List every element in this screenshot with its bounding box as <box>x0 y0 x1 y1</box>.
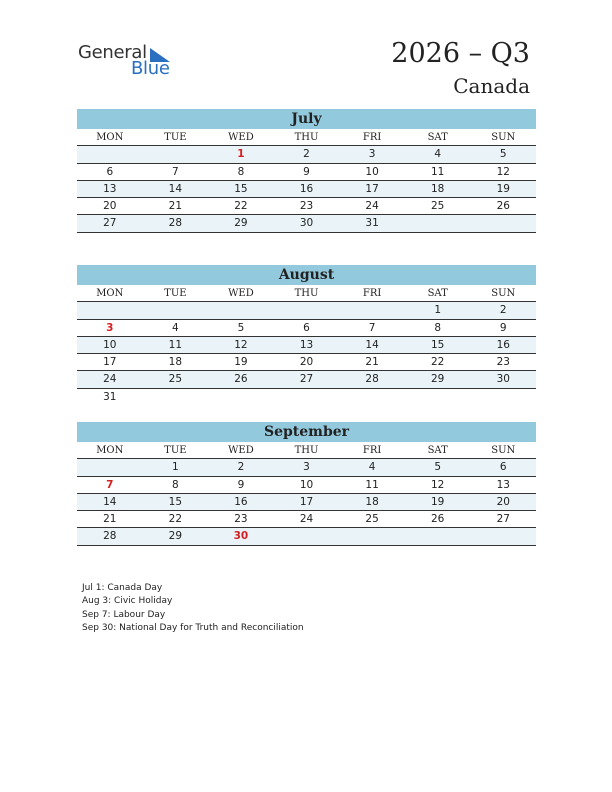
day-cell: 18 <box>168 356 183 369</box>
empty-day-cell <box>405 215 471 231</box>
holiday-note: Aug 3: Civic Holiday <box>82 596 173 607</box>
day-cell: 25 <box>430 200 445 213</box>
weekday-label: WED <box>228 132 254 143</box>
empty-day-cell <box>405 389 471 406</box>
day-cell: 20 <box>103 200 117 213</box>
day-cell: 19 <box>430 495 445 508</box>
day-cell: 15 <box>430 338 445 351</box>
holiday-notes <box>82 582 304 636</box>
day-cell: 30 <box>233 530 249 543</box>
day-cell: 11 <box>168 338 183 351</box>
month-calendar <box>77 265 536 406</box>
empty-day-cell <box>274 302 340 318</box>
day-cell: 19 <box>496 182 510 195</box>
week-row <box>77 528 536 545</box>
week-row <box>77 371 536 388</box>
empty-day-cell <box>339 302 405 318</box>
day-cell: 23 <box>496 356 510 369</box>
day-cell: 10 <box>365 165 379 178</box>
day-cell: 8 <box>237 165 245 178</box>
week-row <box>77 181 536 198</box>
weekday-label: SAT <box>427 132 448 143</box>
day-cell: 4 <box>172 321 179 334</box>
month-name: July <box>77 109 536 129</box>
week-row <box>77 477 536 494</box>
day-cell: 14 <box>365 338 379 351</box>
day-cell: 30 <box>496 373 510 386</box>
week-row <box>77 198 536 215</box>
weekday-label: THU <box>294 288 319 299</box>
empty-day-cell <box>470 528 536 544</box>
week-row <box>77 389 536 406</box>
weekday-header-row <box>77 285 536 302</box>
week-row <box>77 511 536 528</box>
weekday-label: TUE <box>164 288 187 299</box>
day-cell: 29 <box>430 373 445 386</box>
empty-day-cell <box>470 215 536 231</box>
empty-day-cell <box>274 389 340 406</box>
logo-word-blue: Blue <box>131 58 170 79</box>
day-cell: 9 <box>303 165 310 178</box>
day-cell: 7 <box>368 321 376 334</box>
weekday-label: WED <box>228 445 254 456</box>
empty-day-cell <box>405 528 471 544</box>
day-cell: 11 <box>365 478 379 491</box>
day-cell: 19 <box>234 356 248 369</box>
month-name: September <box>77 422 536 442</box>
day-cell: 13 <box>496 478 510 491</box>
day-cell: 23 <box>299 200 314 213</box>
day-cell: 2 <box>303 148 310 161</box>
month-calendar <box>77 422 536 546</box>
day-cell: 24 <box>365 200 379 213</box>
day-cell: 22 <box>168 513 183 526</box>
holiday-note: Sep 30: National Day for Truth and Reconciliation <box>82 623 304 634</box>
day-cell: 16 <box>234 495 248 508</box>
empty-day-cell <box>77 459 143 475</box>
weekday-label: TUE <box>164 132 187 143</box>
day-cell: 21 <box>103 513 117 526</box>
weekday-label: FRI <box>362 445 382 456</box>
week-row <box>77 494 536 511</box>
day-cell: 1 <box>237 148 245 161</box>
month-name: August <box>77 265 536 285</box>
day-cell: 3 <box>106 321 114 334</box>
day-cell: 7 <box>106 478 114 491</box>
weekday-label: THU <box>294 445 319 456</box>
day-cell: 26 <box>430 513 445 526</box>
country-name: Canada <box>453 74 530 98</box>
week-row <box>77 215 536 232</box>
weekday-label: TUE <box>164 445 187 456</box>
day-cell: 15 <box>168 495 183 508</box>
day-cell: 8 <box>172 478 179 491</box>
day-cell: 22 <box>430 356 445 369</box>
weekday-label: SAT <box>427 445 448 456</box>
day-cell: 17 <box>365 182 379 195</box>
week-row <box>77 302 536 319</box>
day-cell: 17 <box>103 356 117 369</box>
month-calendar <box>77 109 536 233</box>
weekday-label: MON <box>96 445 124 456</box>
day-cell: 30 <box>299 217 314 230</box>
empty-day-cell <box>339 528 405 544</box>
weekday-label: SAT <box>427 288 448 299</box>
day-cell: 22 <box>234 200 248 213</box>
empty-day-cell <box>143 146 209 162</box>
day-cell: 6 <box>106 165 114 178</box>
day-cell: 28 <box>365 373 379 386</box>
day-cell: 31 <box>365 217 379 230</box>
empty-day-cell <box>208 389 274 406</box>
weekday-label: SUN <box>491 132 516 143</box>
day-cell: 6 <box>499 461 507 474</box>
day-cell: 28 <box>168 217 183 230</box>
weekday-label: FRI <box>362 132 382 143</box>
weekday-label: THU <box>294 132 319 143</box>
day-cell: 16 <box>496 338 510 351</box>
generalblue-logo <box>78 42 188 82</box>
week-row <box>77 320 536 337</box>
day-cell: 11 <box>430 165 445 178</box>
empty-day-cell <box>77 302 143 318</box>
day-cell: 2 <box>237 461 245 474</box>
day-cell: 21 <box>168 200 183 213</box>
day-cell: 5 <box>499 148 507 161</box>
day-cell: 18 <box>365 495 379 508</box>
day-cell: 15 <box>234 182 248 195</box>
day-cell: 27 <box>496 513 510 526</box>
weekday-label: MON <box>96 288 124 299</box>
day-cell: 26 <box>496 200 510 213</box>
empty-day-cell <box>143 389 209 406</box>
day-cell: 24 <box>299 513 314 526</box>
day-cell: 13 <box>299 338 314 351</box>
week-row <box>77 337 536 354</box>
logo-word-general: General <box>78 42 147 63</box>
day-cell: 12 <box>430 478 445 491</box>
day-cell: 24 <box>103 373 117 386</box>
week-row <box>77 459 536 476</box>
day-cell: 1 <box>434 304 442 317</box>
empty-day-cell <box>208 302 274 318</box>
day-cell: 29 <box>168 530 183 543</box>
weekday-label: WED <box>228 288 254 299</box>
day-cell: 25 <box>168 373 183 386</box>
empty-day-cell <box>77 146 143 162</box>
day-cell: 18 <box>430 182 445 195</box>
day-cell: 12 <box>234 338 248 351</box>
day-cell: 17 <box>299 495 314 508</box>
day-cell: 5 <box>434 461 442 474</box>
day-cell: 3 <box>368 148 376 161</box>
day-cell: 6 <box>303 321 310 334</box>
empty-day-cell <box>274 528 340 544</box>
holiday-note: Jul 1: Canada Day <box>82 583 163 593</box>
day-cell: 28 <box>103 530 117 543</box>
day-cell: 20 <box>496 495 510 508</box>
weekday-label: SUN <box>491 288 516 299</box>
day-cell: 9 <box>237 478 245 491</box>
day-cell: 10 <box>103 338 117 351</box>
empty-day-cell <box>339 389 405 406</box>
day-cell: 14 <box>103 495 117 508</box>
day-cell: 29 <box>234 217 248 230</box>
empty-day-cell <box>470 389 536 406</box>
day-cell: 10 <box>299 478 314 491</box>
day-cell: 3 <box>303 461 310 474</box>
day-cell: 27 <box>103 217 117 230</box>
day-cell: 14 <box>168 182 183 195</box>
day-cell: 5 <box>237 321 245 334</box>
day-cell: 21 <box>365 356 379 369</box>
weekday-header-row <box>77 129 536 146</box>
holiday-note: Sep 7: Labour Day <box>82 609 166 620</box>
week-row <box>77 146 536 163</box>
day-cell: 2 <box>499 304 507 317</box>
day-cell: 23 <box>234 513 248 526</box>
week-row <box>77 164 536 181</box>
weekday-label: FRI <box>362 288 382 299</box>
day-cell: 1 <box>172 461 179 474</box>
day-cell: 7 <box>172 165 179 178</box>
day-cell: 25 <box>365 513 379 526</box>
day-cell: 16 <box>299 182 314 195</box>
day-cell: 20 <box>299 356 314 369</box>
weekday-header-row <box>77 442 536 459</box>
day-cell: 4 <box>368 461 376 474</box>
weekday-label: SUN <box>491 445 516 456</box>
week-row <box>77 354 536 371</box>
empty-day-cell <box>143 302 209 318</box>
page-title: 2026 – Q3 <box>391 38 530 69</box>
day-cell: 8 <box>434 321 442 334</box>
day-cell: 12 <box>496 165 510 178</box>
day-cell: 9 <box>499 321 507 334</box>
day-cell: 31 <box>103 390 117 403</box>
weekday-label: MON <box>96 132 124 143</box>
day-cell: 4 <box>434 148 442 161</box>
day-cell: 27 <box>299 373 314 386</box>
day-cell: 13 <box>103 182 117 195</box>
day-cell: 26 <box>234 373 248 386</box>
